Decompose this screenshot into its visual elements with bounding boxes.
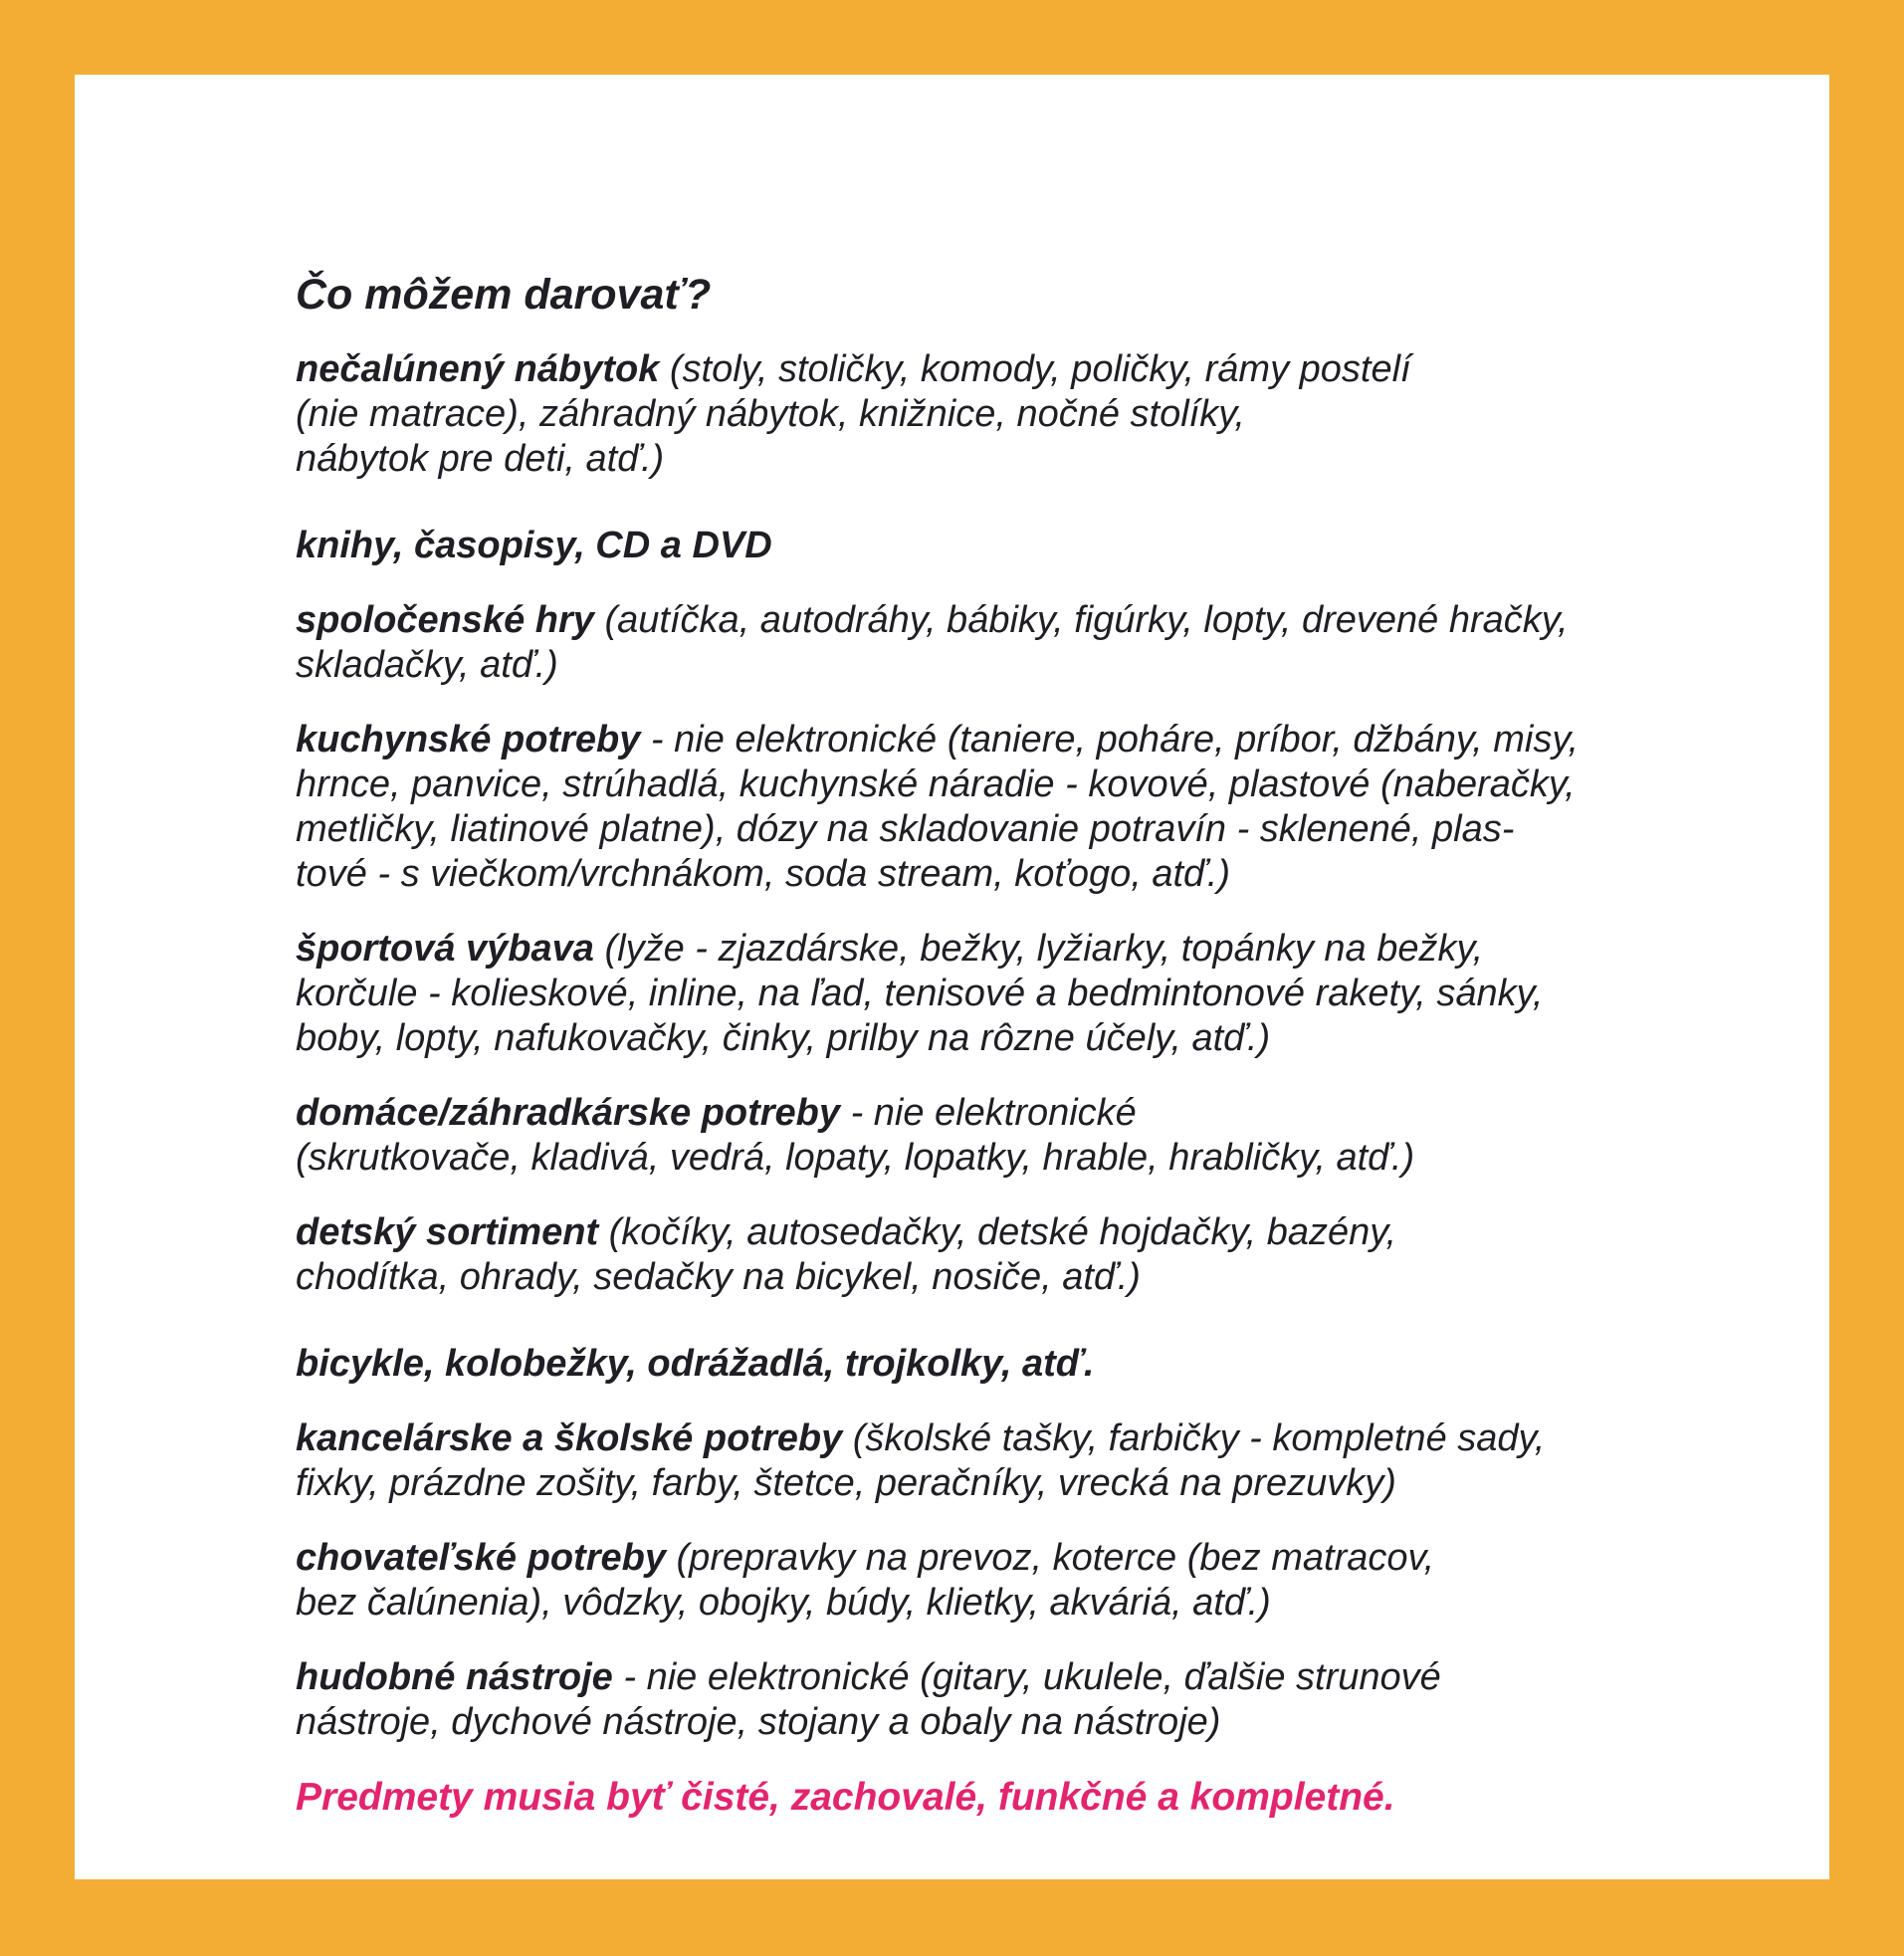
item-home-garden [296, 1091, 1808, 1181]
item-text: - nie elektronické [840, 1092, 1137, 1134]
item-text: - nie elektronické (gitary, ukulele, ďalšie strunové [612, 1656, 1441, 1698]
item-books [296, 524, 1808, 568]
white-panel [75, 75, 1829, 1879]
item-heading: nečalúnený nábytok [296, 348, 660, 390]
item-text: hrnce, panvice, strúhadlá, kuchynské náradie - kovové, plastové (naberačky, [296, 763, 1576, 805]
item-text: (autíčka, autodráhy, bábiky, figúrky, lopty, drevené hračky, [593, 599, 1569, 641]
item-heading: detský sortiment [296, 1211, 599, 1253]
item-text: fixky, prázdne zošity, farby, štetce, peračníky, vrecká na prezuvky) [296, 1462, 1396, 1504]
item-music [296, 1655, 1808, 1745]
item-text: (školské tašky, farbičky - kompletné sady, [842, 1417, 1546, 1459]
item-text: korčule - kolieskové, inline, na ľad, tenisové a bedmintonové rakety, sánky, [296, 973, 1544, 1014]
item-heading: kancelárske a školské potreby [296, 1417, 843, 1459]
donation-list-content [296, 270, 1808, 1821]
item-kitchen [296, 718, 1808, 897]
item-heading: hudobné nástroje [296, 1656, 613, 1698]
item-heading: chovateľské potreby [296, 1537, 666, 1579]
item-text: (nie matrace), záhradný nábytok, knižnice, nočné stolíky, [296, 393, 1245, 435]
item-text: skladačky, atď.) [296, 644, 558, 686]
item-heading: knihy, časopisy, CD a DVD [296, 525, 772, 566]
item-heading: domáce/záhradkárske potreby [296, 1092, 841, 1134]
item-text: (stoly, stoličky, komody, poličky, rámy postelí [659, 348, 1411, 390]
page-title: Čo môžem darovať? [296, 271, 712, 319]
item-heading: spoločenské hry [296, 599, 594, 641]
item-text: chodítka, ohrady, sedačky na bicykel, nosiče, atď.) [296, 1256, 1141, 1298]
item-text: metličky, liatinové platne), dózy na skladovanie potravín - sklenené, plas- [296, 808, 1515, 850]
item-text: tové - s viečkom/vrchnákom, soda stream, koťogo, atď.) [296, 853, 1230, 895]
item-text: (lyže - zjazdárske, bežky, lyžiarky, topánky na bežky, [593, 928, 1484, 970]
item-office-school [296, 1416, 1808, 1506]
item-heading: bicykle, kolobežky, odrážadlá, trojkolky, atď. [296, 1343, 1095, 1385]
condition-note: Predmety musia byť čisté, zachovalé, funkčné a kompletné. [296, 1776, 1395, 1819]
item-text: boby, lopty, nafukovačky, činky, prilby na rôzne účely, atď.) [296, 1017, 1271, 1059]
item-pets [296, 1536, 1808, 1626]
item-text: nábytok pre deti, atď.) [296, 438, 665, 480]
item-games [296, 598, 1808, 688]
item-furniture [296, 347, 1808, 482]
item-text: bez čalúnenia), vôdzky, obojky, búdy, klietky, akváriá, atď.) [296, 1582, 1271, 1624]
item-heading: športová výbava [296, 928, 594, 970]
item-heading: kuchynské potreby [296, 719, 641, 761]
item-sports [296, 927, 1808, 1061]
item-text: - nie elektronické (taniere, poháre, príbor, džbány, misy, [640, 719, 1580, 761]
item-text: (kočíky, autosedačky, detské hojdačky, bazény, [598, 1211, 1397, 1253]
item-text: nástroje, dychové nástroje, stojany a obaly na nástroje) [296, 1701, 1221, 1743]
item-bicycles [296, 1342, 1808, 1387]
item-children [296, 1210, 1808, 1300]
item-text: (skrutkovače, kladivá, vedrá, lopaty, lopatky, hrable, hrabličky, atď.) [296, 1137, 1415, 1179]
item-text: (prepravky na prevoz, koterce (bez matracov, [665, 1537, 1435, 1579]
